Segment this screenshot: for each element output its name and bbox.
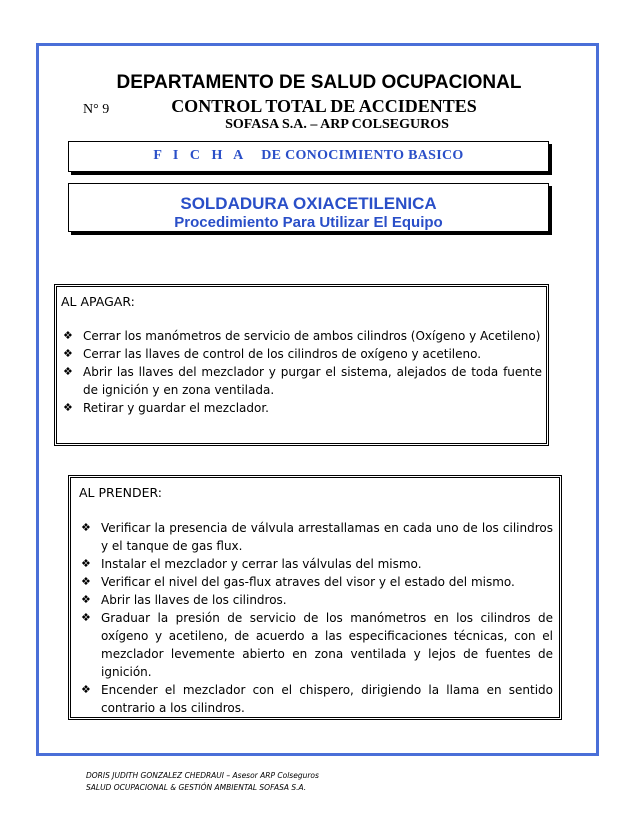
company-line: SOFASA S.A. – ARP COLSEGUROS (225, 117, 449, 132)
list-item-text: Abrir las llaves del mezclador y purgar el sistema, alejados de toda fuente de ignición y en zona ventilada. (83, 365, 542, 397)
list-item (61, 327, 542, 345)
list-item (61, 363, 542, 399)
ficha-label: F I C H A (153, 148, 248, 163)
diamond-bullet-icon: ❖ (63, 365, 73, 378)
diamond-bullet-icon: ❖ (81, 575, 91, 588)
footer-department: SALUD OCUPACIONAL & GESTIÓN AMBIENTAL SOFASA S.A. (86, 783, 307, 792)
ficha-banner-text (69, 148, 548, 164)
list-item-text: Encender el mezclador con el chispero, dirigiendo la llama en sentido contrario a los cilindros. (101, 683, 553, 715)
list-item (79, 519, 553, 555)
department-title: DEPARTAMENTO DE SALUD OCUPACIONAL (116, 72, 522, 93)
list-item (79, 681, 553, 717)
list-item-text: Cerrar las llaves de control de los cilindros de oxígeno y acetileno. (83, 347, 482, 361)
diamond-bullet-icon: ❖ (63, 329, 73, 342)
diamond-bullet-icon: ❖ (63, 401, 73, 414)
footer-author: DORIS JUDITH GONZALEZ CHEDRAUI – Asesor ARP Colseguros (86, 771, 319, 780)
list-item-text: Verificar la presencia de válvula arrestallamas en cada uno de los cilindros y el tanque de gas flux. (101, 521, 553, 553)
subject-banner (68, 183, 549, 232)
list-item-text: Graduar la presión de servicio de los manómetros en los cilindros de oxígeno y acetileno, de acuerdo a las especificaciones técnicas, con el mezclador levemente abierto en zona ventilada y lejos de fuentes de ignición. (101, 611, 553, 679)
apagar-section (54, 284, 549, 446)
apagar-list (61, 327, 542, 417)
list-item-text: Retirar y guardar el mezclador. (83, 401, 269, 415)
sheet-number: N° 9 (83, 102, 110, 117)
apagar-heading: AL APAGAR: (61, 294, 135, 309)
ficha-banner (68, 141, 549, 172)
diamond-bullet-icon: ❖ (81, 557, 91, 570)
diamond-bullet-icon: ❖ (63, 347, 73, 360)
list-item-text: Verificar el nivel del gas-flux atraves del visor y el estado del mismo. (101, 575, 515, 589)
control-title: CONTROL TOTAL DE ACCIDENTES (171, 96, 477, 116)
subject-subtitle: Procedimiento Para Utilizar El Equipo (174, 214, 443, 231)
list-item (61, 345, 542, 363)
list-item (79, 573, 553, 591)
list-item (79, 555, 553, 573)
diamond-bullet-icon: ❖ (81, 683, 91, 696)
list-item-text: Instalar el mezclador y cerrar las válvulas del mismo. (101, 557, 422, 571)
footer (86, 770, 319, 794)
list-item (61, 399, 542, 417)
list-item-text: Abrir las llaves de los cilindros. (101, 593, 287, 607)
list-item-text: Cerrar los manómetros de servicio de ambos cilindros (Oxígeno y Acetileno) (83, 329, 541, 343)
list-item (79, 591, 553, 609)
ficha-description: DE CONOCIMIENTO BASICO (261, 148, 464, 163)
diamond-bullet-icon: ❖ (81, 611, 91, 624)
diamond-bullet-icon: ❖ (81, 593, 91, 606)
subject-title: SOLDADURA OXIACETILENICA (180, 194, 437, 213)
diamond-bullet-icon: ❖ (81, 521, 91, 534)
prender-heading: AL PRENDER: (79, 485, 162, 500)
prender-section (68, 475, 562, 720)
list-item (79, 609, 553, 681)
prender-list (79, 519, 553, 717)
